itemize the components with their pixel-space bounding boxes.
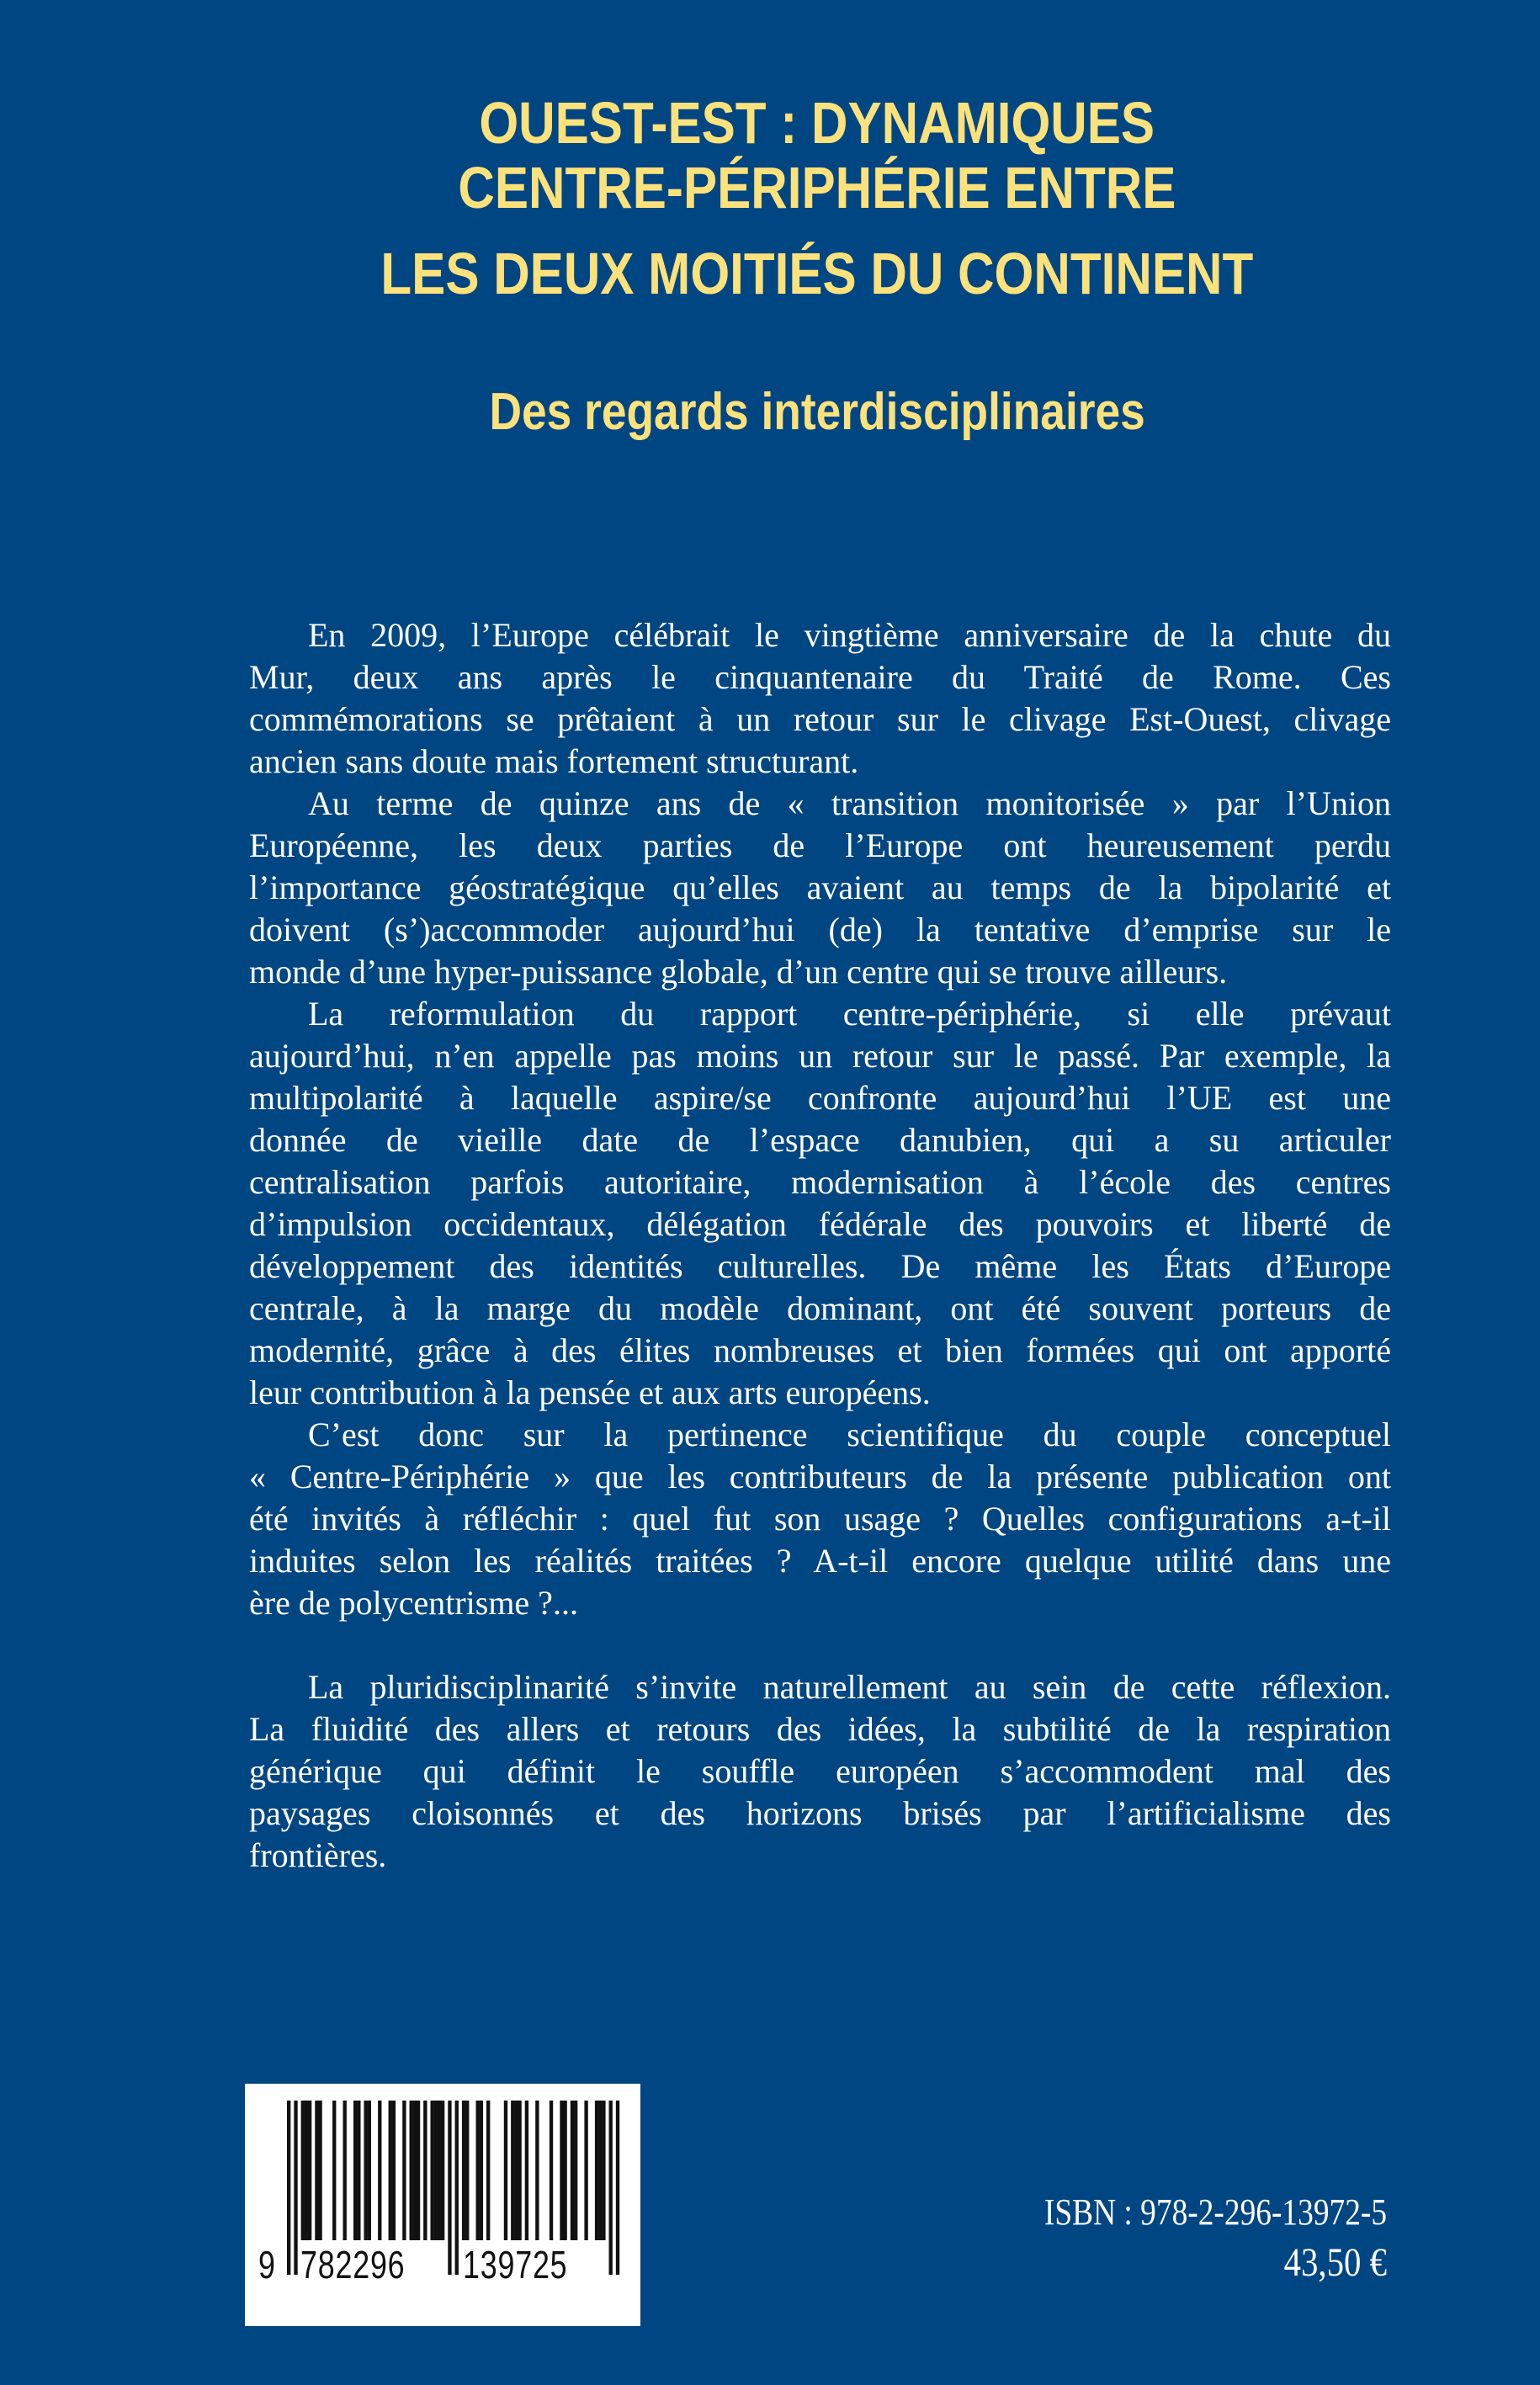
paragraph	[249, 783, 1391, 993]
barcode-bar	[368, 2101, 371, 2240]
barcode-bar	[574, 2101, 577, 2240]
barcode-bar	[560, 2101, 563, 2240]
barcode-guard-bar	[448, 2101, 451, 2275]
barcode-bars	[245, 2084, 640, 2326]
text-line: monde d’une hyper-puissance globale, d’un centre qui se trouve ailleurs.	[249, 953, 1228, 991]
barcode-bar	[364, 2101, 367, 2240]
barcode-bar	[486, 2101, 490, 2240]
text-line: Européenne, les deux parties de l’Europe ont heureusement perdu	[249, 826, 1391, 864]
barcode-bar	[595, 2101, 598, 2240]
barcode-bar	[465, 2101, 469, 2240]
paragraph	[249, 614, 1391, 783]
barcode-bar	[476, 2101, 480, 2240]
title-line-3	[94, 241, 1540, 306]
barcode-bar	[518, 2101, 521, 2240]
isbn: ISBN : 978-2-296-13972-5	[1043, 2191, 1387, 2233]
barcode-bar	[413, 2101, 417, 2240]
barcode-bar	[305, 2101, 308, 2240]
barcode-bar	[584, 2101, 587, 2240]
barcode-bar	[417, 2101, 420, 2240]
text-line: multipolarité à laquelle aspire/se confronte aujourd’hui l’UE est une	[249, 1079, 1391, 1117]
barcode-bar	[308, 2101, 311, 2240]
barcode-bar	[598, 2101, 602, 2240]
text-line: modernité, grâce à des élites nombreuses et bien formées qui ont apporté	[249, 1331, 1391, 1369]
barcode-guard-bar	[455, 2101, 459, 2275]
barcode-bar	[357, 2101, 360, 2240]
subtitle	[94, 383, 1540, 441]
text-line: Mur, deux ans après le cinquantenaire du Traité de Rome. Ces	[249, 658, 1391, 696]
barcode-guard-bar	[609, 2101, 613, 2275]
barcode-bar	[315, 2101, 318, 2240]
barcode-bar	[353, 2101, 357, 2240]
text-line: La fluidité des allers et retours des idées, la subtilité de la respiration	[249, 1710, 1391, 1748]
title-line-2	[94, 155, 1540, 220]
text-line: La reformulation du rapport centre-périphérie, si elle prévaut	[308, 995, 1391, 1033]
barcode-bar	[318, 2101, 321, 2240]
barcode-bar	[410, 2101, 413, 2240]
barcode-bar	[434, 2101, 438, 2240]
barcode-bar	[511, 2101, 514, 2240]
barcode-guard-bar	[616, 2101, 619, 2275]
paragraph	[249, 1414, 1391, 1624]
barcode-bar	[525, 2101, 528, 2240]
text-line: En 2009, l’Europe célébrait le vingtième anniversaire de la chute du	[308, 616, 1391, 654]
barcode-bar	[514, 2101, 518, 2240]
paragraph	[249, 1666, 1391, 1877]
barcode-guard-bar	[294, 2101, 297, 2275]
title-line-1	[94, 90, 1540, 156]
barcode-bar	[550, 2101, 553, 2240]
barcode-bar	[402, 2101, 406, 2240]
text-line: « Centre-Périphérie » que les contributeurs de la présente publication ont	[249, 1458, 1391, 1495]
barcode-bar	[462, 2101, 465, 2240]
text-line: leur contribution à la pensée et aux arts européens.	[249, 1373, 931, 1411]
text-line: l’importance géostratégique qu’elles avaient au temps de la bipolarité et	[249, 868, 1391, 906]
barcode-digit-first: 9	[258, 2243, 276, 2287]
barcode-bar	[438, 2101, 441, 2240]
barcode-bar	[571, 2101, 574, 2240]
barcode-bar	[343, 2101, 347, 2240]
text-line: été invités à réfléchir : quel fut son usage ? Quelles configurations a-t-il	[249, 1500, 1391, 1538]
text-line: frontières.	[249, 1836, 387, 1874]
barcode-digits-right: 139725	[463, 2243, 568, 2287]
text-line: aujourd’hui, n’en appelle pas moins un retour sur le passé. Par exemple, la	[249, 1037, 1391, 1075]
text-line: doivent (s’)accommoder aujourd’hui (de) la tentative d’emprise sur le	[249, 911, 1391, 948]
barcode-bar	[378, 2101, 381, 2240]
text-line: donnée de vieille date de l’espace danubien, qui a su articuler	[249, 1121, 1391, 1159]
barcode-bar	[423, 2101, 427, 2240]
barcode-bar	[563, 2101, 566, 2240]
text-line: Au terme de quinze ans de « transition monitorisée » par l’Union	[308, 784, 1391, 822]
barcode-bar	[301, 2101, 305, 2240]
text-line: C’est donc sur la pertinence scientifique du couple conceptuel	[308, 1416, 1391, 1453]
text-line: générique qui définit le souffle européen s’accommodent mal des	[249, 1752, 1391, 1790]
text-line: paysages cloisonnés et des horizons brisés par l’artificialisme des	[249, 1794, 1391, 1832]
paragraph-gap	[249, 1624, 1391, 1666]
text-line: d’impulsion occidentaux, délégation fédérale des pouvoirs et liberté de	[249, 1205, 1391, 1243]
barcode-digits-left: 782296	[300, 2243, 406, 2287]
text-line: centralisation parfois autoritaire, modernisation à l’école des centres	[249, 1163, 1391, 1201]
subtitle-text: Des regards interdisciplinaires	[489, 383, 1145, 441]
barcode-bar	[389, 2101, 392, 2240]
barcode	[245, 2084, 640, 2326]
barcode-bar	[480, 2101, 483, 2240]
text-line: centrale, à la marge du modèle dominant, ont été souvent porteurs de	[249, 1289, 1391, 1327]
text-line: ère de polycentrisme ?...	[249, 1584, 578, 1622]
barcode-bar	[504, 2101, 507, 2240]
barcode-bar	[535, 2101, 539, 2240]
barcode-guard-bar	[287, 2101, 290, 2275]
text-line: développement des identités culturelles. De même les États d’Europe	[249, 1247, 1391, 1285]
text-line: commémorations se prêtaient à un retour sur le clivage Est-Ouest, clivage	[249, 700, 1391, 738]
barcode-bar	[441, 2101, 444, 2240]
text-line: La pluridisciplinarité s’invite naturellement au sein de cette réflexion.	[308, 1668, 1391, 1706]
title-text: OUEST-EST : DYNAMIQUES	[479, 90, 1155, 156]
title-text: LES DEUX MOITIÉS DU CONTINENT	[380, 241, 1254, 306]
barcode-bar	[602, 2101, 605, 2240]
text-line: induites selon les réalités traitées ? A-t-il encore quelque utilité dans une	[249, 1542, 1391, 1580]
barcode-bar	[332, 2101, 336, 2240]
title-text: CENTRE-PÉRIPHÉRIE ENTRE	[458, 155, 1176, 220]
price: 43,50 €	[1283, 2240, 1387, 2285]
barcode-bar	[430, 2101, 433, 2240]
blurb-text	[249, 614, 1391, 1877]
paragraph	[249, 993, 1391, 1414]
barcode-bar	[392, 2101, 396, 2240]
text-line: ancien sans doute mais fortement structurant.	[249, 742, 859, 780]
